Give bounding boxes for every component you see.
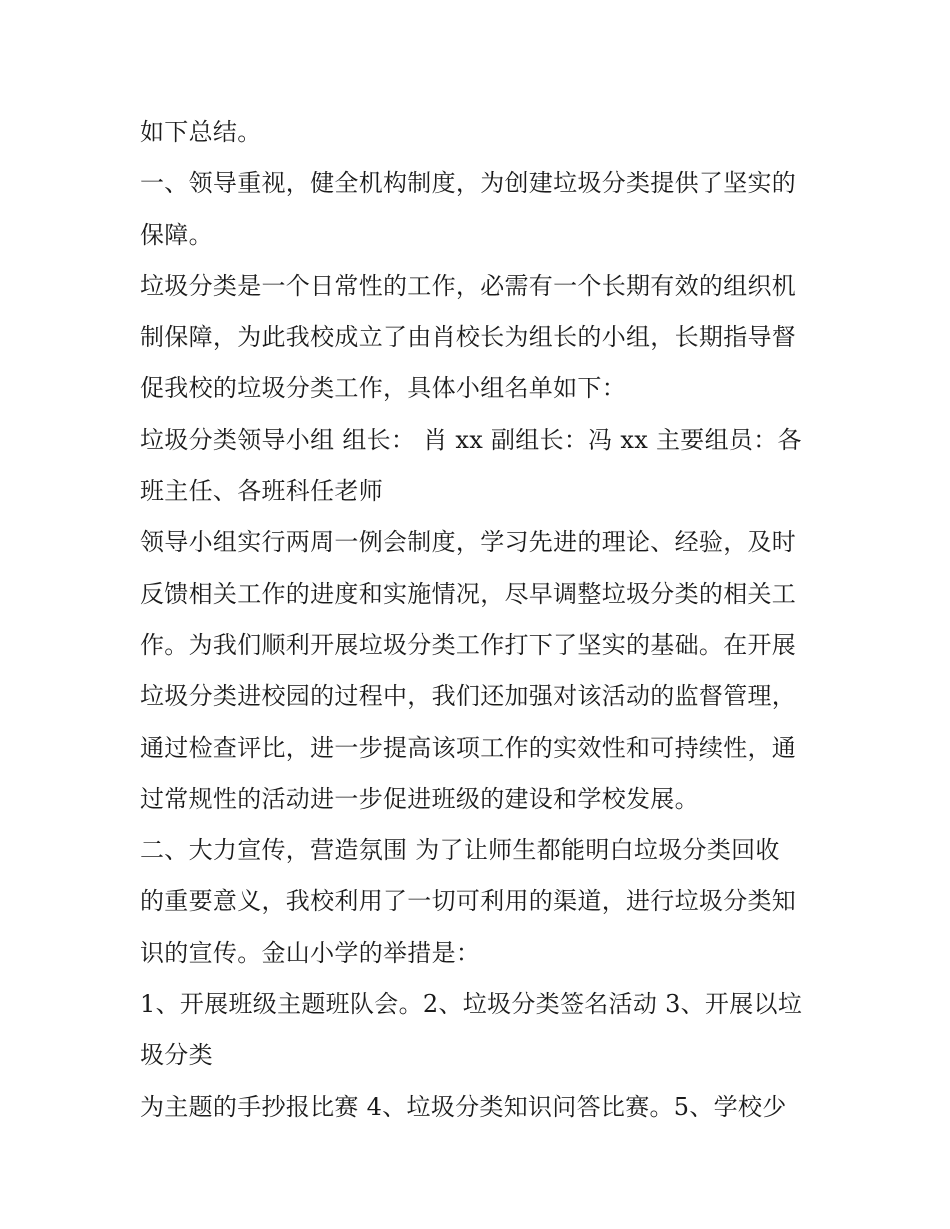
document-body [140, 107, 820, 1133]
text-line: 班主任、各班科任老师 [140, 477, 383, 506]
text-line: 保障。 [140, 220, 213, 249]
text-line: 的重要意义，我校利用了一切可利用的渠道，进行垃圾分类知 [140, 887, 797, 916]
text-line: 反馈相关工作的进度和实施情况，尽早调整垃圾分类的相关工 [140, 579, 797, 608]
text-line: 如下总结。 [140, 118, 262, 146]
text-line: 过常规性的活动进一步促进班级的建设和学校发展。 [140, 784, 699, 813]
section-heading: 二、大力宣传，营造氛围 为了让师生都能明白垃圾分类回收 [140, 836, 780, 865]
text-line: 垃圾分类领导小组 组长： 肖 xx 副组长：冯 xx 主要组员：各 [140, 425, 802, 454]
text-line: 圾分类 [140, 1041, 213, 1070]
text-line: 1、开展班级主题班队会。2、垃圾分类签名活动 3、开展以垃 [140, 990, 803, 1019]
text-line: 领导小组实行两周一例会制度，学习先进的理论、经验，及时 [140, 528, 797, 557]
text-line: 通过检查评比，进一步提高该项工作的实效性和可持续性，通 [140, 733, 797, 762]
text-line: 垃圾分类是一个日常性的工作，必需有一个长期有效的组织机 [140, 271, 797, 300]
text-line: 促我校的垃圾分类工作，具体小组名单如下： [140, 374, 626, 403]
text-line: 识的宣传。金山小学的举措是： [140, 938, 481, 967]
section-heading: 一、领导重视，健全机构制度，为创建垃圾分类提供了坚实的 [140, 169, 797, 198]
text-line: 作。为我们顺利开展垃圾分类工作打下了坚实的基础。在开展 [140, 630, 797, 659]
text-line: 垃圾分类进校园的过程中，我们还加强对该活动的监督管理， [140, 682, 797, 711]
text-line: 制保障，为此我校成立了由肖校长为组长的小组，长期指导督 [140, 323, 797, 352]
text-line: 为主题的手抄报比赛 4、垃圾分类知识问答比赛。5、学校少 [140, 1092, 787, 1121]
